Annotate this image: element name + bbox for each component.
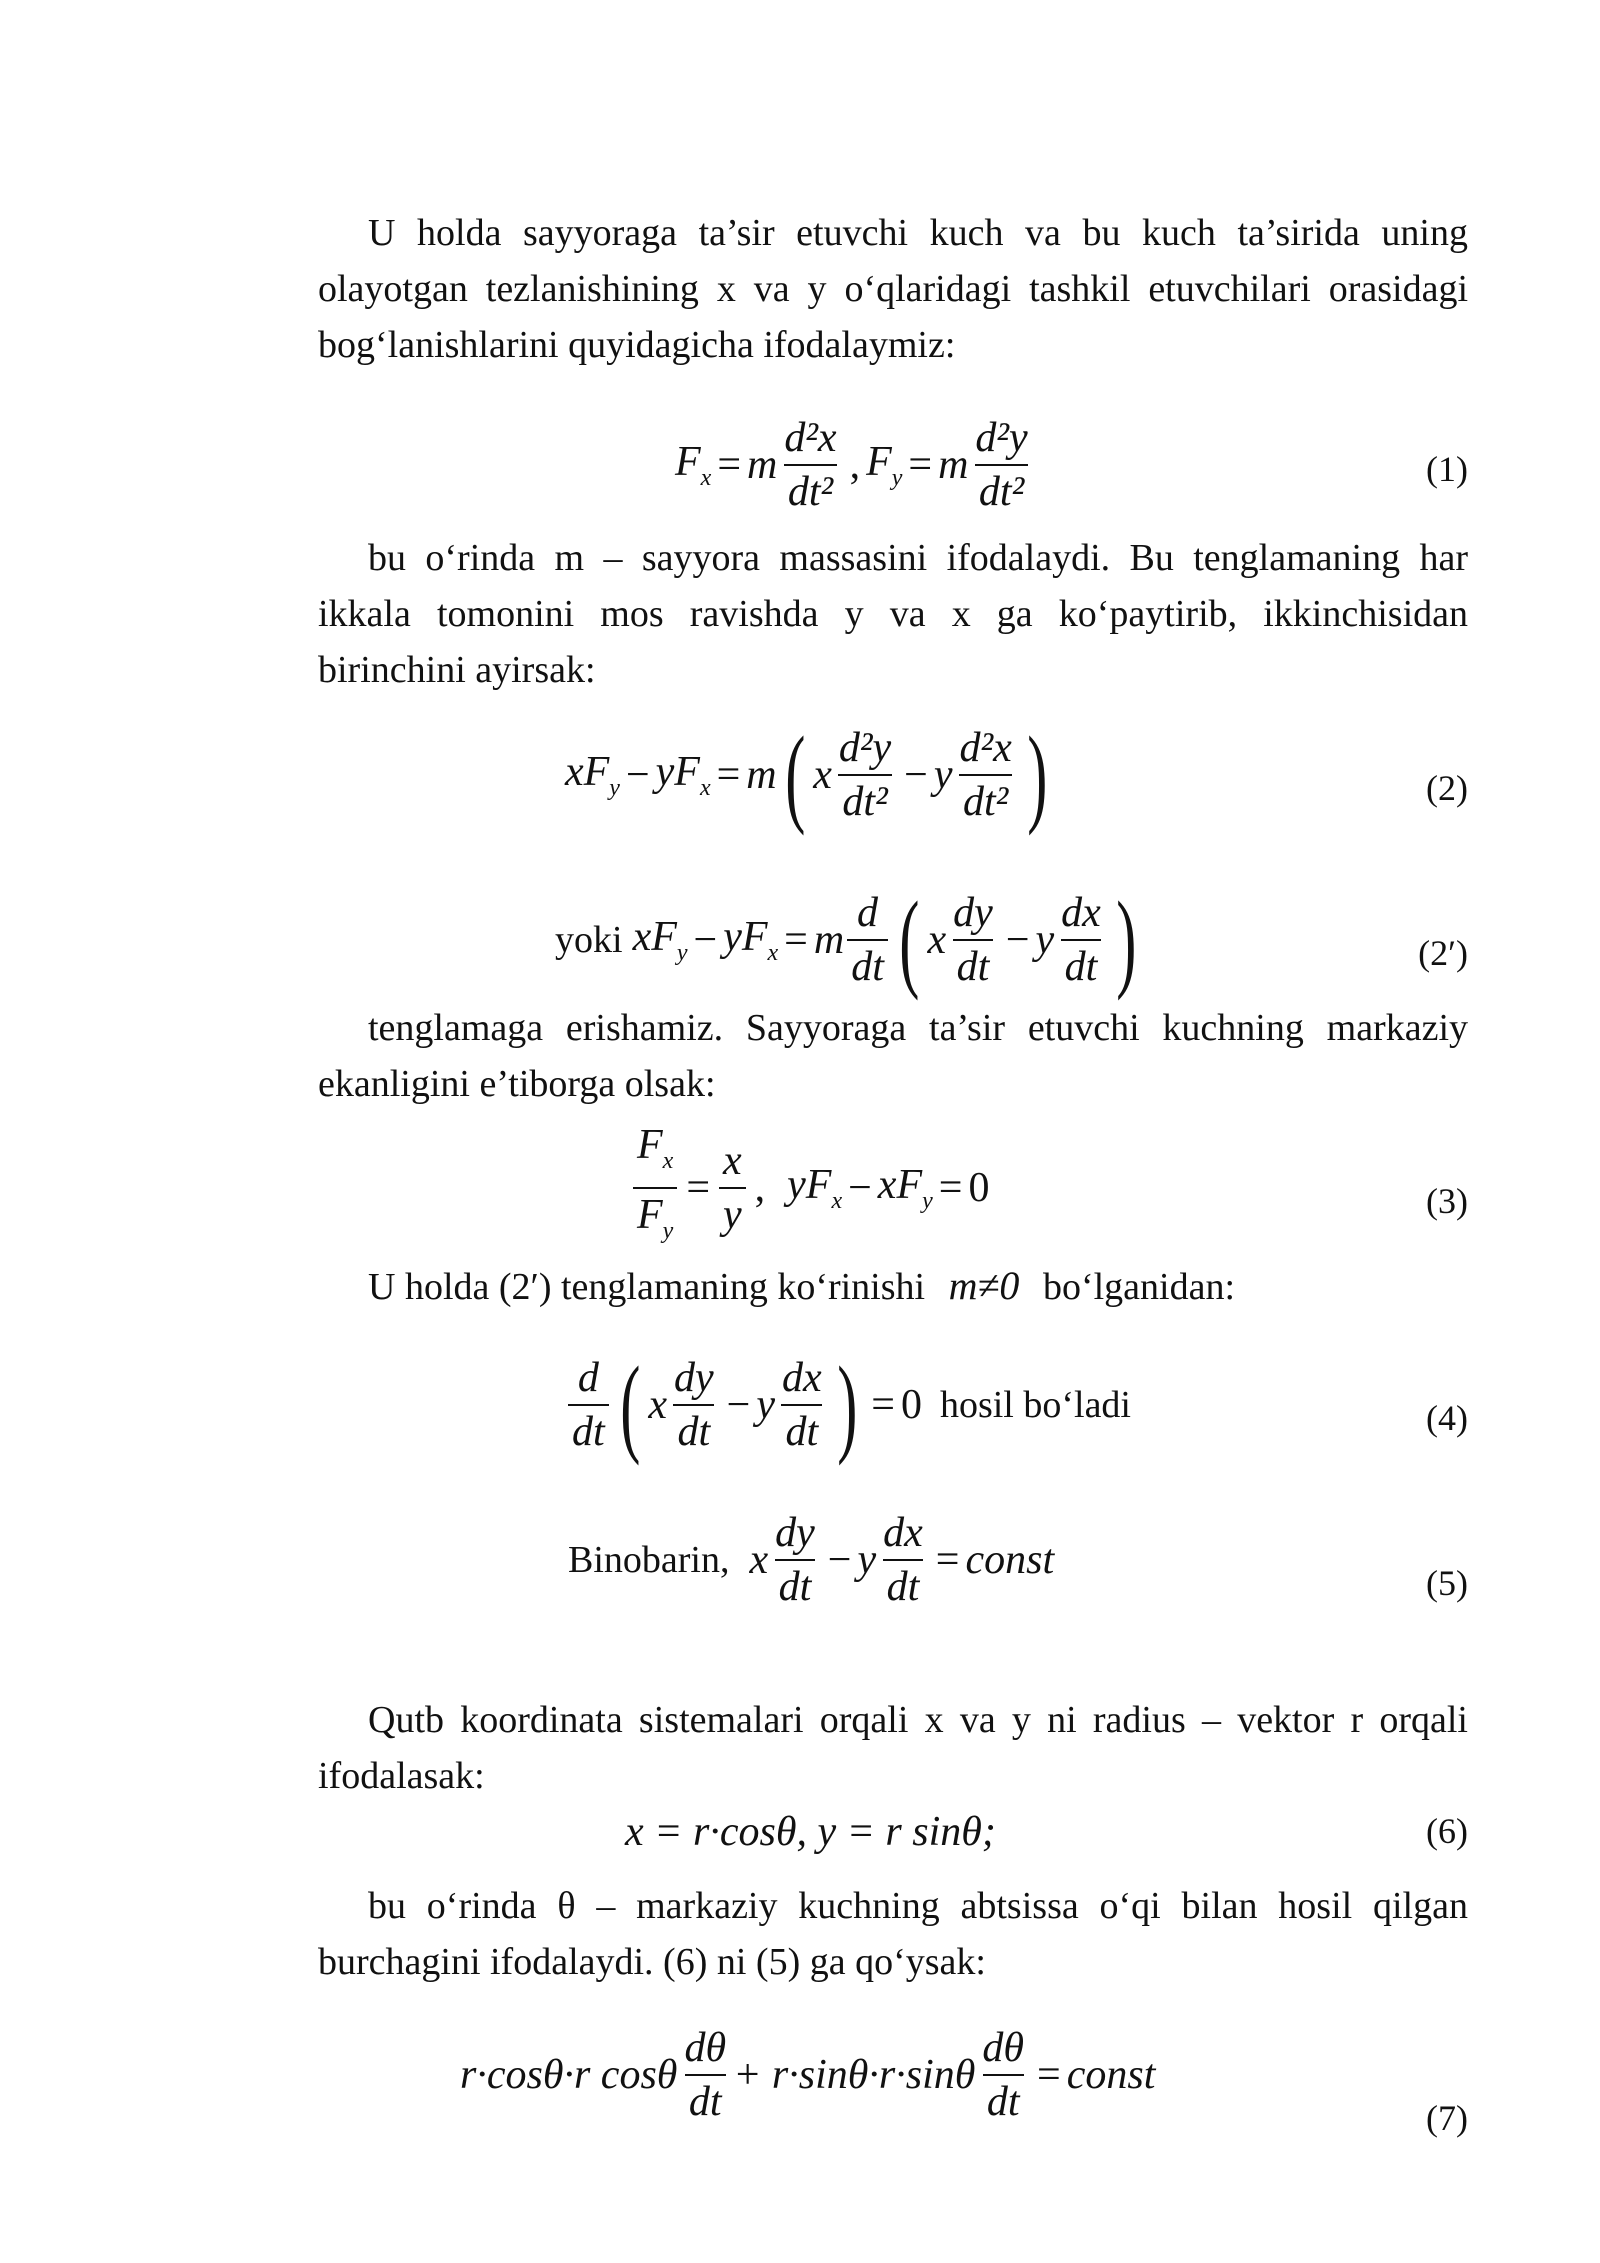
denominator: dt [568,1404,609,1456]
equation-3: $\frac{F_x}{F_y}$ = $\frac{x}{y}$ , $yF_x$ − $xF_y$ = 0 (3) [0,1118,1600,1258]
denominator: dt [781,1404,822,1456]
numerator: dy [775,1510,815,1556]
denominator: dt [983,2074,1024,2126]
equation-7-mid: + r·sinθ·r·sinθ [733,2052,976,2098]
numerator: d²x [784,415,837,461]
zero: 0 [900,1382,922,1428]
equation-number: (4) [1426,1398,1468,1438]
numerator: dθ [982,2025,1025,2071]
denominator: dt [775,1559,816,1611]
denominator: dt² [838,774,891,826]
paragraph-central-force: tenglamaga erishamiz. Sayyoraga ta’sir etuvchi kuchning markaziy ekanligini e’tiborga olsak: [318,1007,1468,1105]
numerator: dx [781,1355,822,1401]
numerator: dy [673,1355,714,1401]
numerator: d²x [959,725,1012,771]
numerator: dθ [684,2025,727,2071]
denominator: dt² [959,774,1012,826]
const: const [1066,2052,1156,2098]
yoki-label: yoki [555,919,623,961]
denominator: dt [685,2074,726,2126]
denominator: dt [847,939,888,991]
numerator: d [857,890,879,936]
equation-6-text: x = r·cosθ, y = r sinθ; [625,1809,996,1855]
numerator: d²y [975,415,1028,461]
numerator: d [577,1355,599,1401]
equation-7-left: r·cosθ·r cosθ [460,2052,678,2098]
zero: 0 [968,1165,990,1211]
paragraph-condition-before: U holda (2′) tenglamaning ko‘rinishi [368,1266,926,1308]
const: const [965,1537,1055,1583]
paragraph-condition [368,1258,1468,1315]
equation-4: $\frac{d}{dt}$ ( x $\frac{dy}{dt}$ − y $\frac{dx}{dt}$ ) = 0 hosil bo‘ladi (4) [0,1335,1600,1475]
equation-number: (2) [1426,768,1468,808]
denominator: dt [673,1404,714,1456]
denominator: dt [883,1559,924,1611]
equation-2-prime: yoki $xF_y$ − $yF_x$ = m $\frac{d}{dt}$ ( x $\frac{dy}{dt}$ − y $\frac{dx}{dt}$ ) (2′) [555,879,1468,1001]
denominator: dt [953,939,994,991]
denominator: dt² [975,464,1028,516]
paragraph-polar: Qutb koordinata sistemalari orqali x va y ni radius – vektor r orqali ifodalasak: [318,1699,1468,1797]
equation-1: $F_x$ = m $\frac{\text{d²x}}{\text{dt²}}$ , $F_y$ = m $\frac{\text{d²y}}{\text{dt²}}$ (1) [675,415,1468,515]
binobarin-label: Binobarin, [568,1539,730,1581]
numerator: d²y [838,725,892,771]
numerator: dx [883,1510,923,1556]
equation-number: (6) [1426,1811,1468,1851]
equation-6 [0,1792,1600,1872]
paragraph-mass: bu o‘rinda m – sayyora massasini ifodalaydi. Bu tenglamaning har ikkala tomonini mos ravishda y va x ga ko‘paytirib, ikkinchisidan birinchini ayirsak: [318,537,1468,691]
m-not-zero: m≠0 [948,1263,1020,1308]
hosil-boladi-label: hosil bo‘ladi [939,1384,1131,1426]
equation-number: (3) [1426,1181,1468,1221]
paragraph-intro: U holda sayyoraga ta’sir etuvchi kuch va bu kuch ta’sirida uning olayotgan tezlanishining x va y o‘qlaridagi tashkil etuvchilari orasidagi bog‘lanishlarini quyidagicha ifodalaymiz: [318,212,1468,366]
equation-7: r·cosθ·r cosθ $\frac{d\theta}{dt}$ + r·sinθ·r·sinθ $\frac{d\theta}{dt}$ = const (7) [460,2025,1468,2138]
equation-2: $xF_y$ − $yF_x$ = m ( x $\frac{\text{d²y}}{\text{dt²}}$ − y $\frac{\text{d²x}}{\text{dt²}}$ ) (2) [565,714,1468,836]
equation-number: (7) [1426,2098,1468,2138]
equation-5: Binobarin, x $\frac{dy}{dt}$ − y $\frac{dx}{dt}$ = const (5) [568,1510,1468,1610]
paragraph-theta: bu o‘rinda θ – markaziy kuchning abtsissa o‘qi bilan hosil qilgan burchagini ifodalaydi. (6) ni (5) ga qo‘ysak: [318,1885,1468,1983]
paragraph-condition-after: bo‘lganidan: [1042,1266,1235,1308]
denominator: dt [1061,939,1102,991]
denominator: dt² [784,464,837,516]
numerator: dx [1061,890,1101,936]
equation-number: (1) [1426,449,1468,489]
numerator: dy [953,890,993,936]
equation-number: (2′) [1418,933,1468,973]
equation-number: (5) [1426,1563,1468,1603]
